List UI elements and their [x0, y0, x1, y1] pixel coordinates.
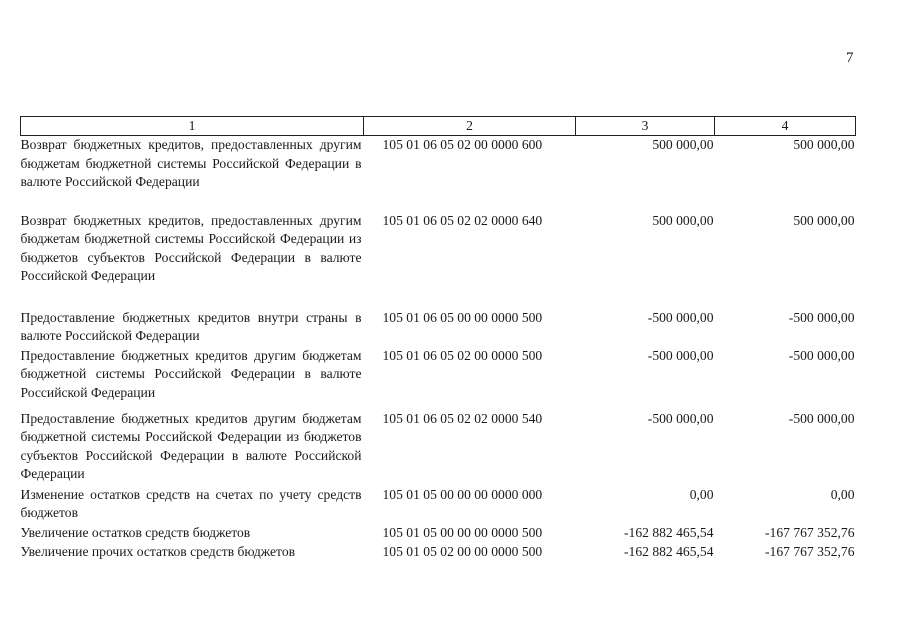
row-value-col3: -500 000,00: [647, 309, 714, 325]
row-code: 105 01 05 00 00 00 0000 500: [382, 524, 543, 540]
row-value-col3: 0,00: [689, 486, 714, 502]
row-code: 105 01 06 05 02 00 0000 600: [382, 137, 543, 152]
row-value-col3: -500 000,00: [647, 410, 714, 426]
table-row: [21, 486, 856, 524]
table-row: [21, 347, 856, 410]
row-name: Предоставление бюджетных кредитов другим бюджетам бюджетной системы Российской Федерации в валюте Российской Федерации: [20, 347, 362, 400]
row-value-col4: -500 000,00: [788, 410, 855, 426]
row-value-col4: 500 000,00: [793, 212, 855, 228]
page-number: 7: [846, 50, 854, 66]
table-header-row: [21, 117, 856, 136]
row-value-col3: -162 882 465,54: [624, 524, 714, 540]
row-value-col4: -500 000,00: [788, 309, 855, 325]
column-header-2: 2: [364, 117, 576, 136]
row-name: Предоставление бюджетных кредитов другим бюджетам бюджетной системы Российской Федерации из бюджетов субъектов Российской Федерации в валюте Российской Федерации: [20, 410, 362, 482]
row-name: Предоставление бюджетных кредитов внутри страны в валюте Российской Федерации: [20, 309, 362, 344]
row-name: Увеличение остатков средств бюджетов: [20, 524, 251, 540]
row-code: 105 01 06 05 02 02 0000 540: [382, 410, 543, 426]
row-value-col3: -500 000,00: [647, 347, 714, 363]
row-value-col4: -500 000,00: [788, 347, 855, 363]
table-row: [21, 136, 856, 212]
row-value-col3: -162 882 465,54: [624, 543, 714, 559]
row-code: 105 01 05 00 00 00 0000 000: [382, 486, 543, 502]
row-value-col3: 500 000,00: [652, 212, 714, 228]
row-value-col4: 0,00: [830, 486, 855, 502]
table-row: [21, 543, 856, 562]
row-code: 105 01 05 02 00 00 0000 500: [382, 543, 543, 559]
row-code: 105 01 06 05 02 00 0000 500: [382, 347, 543, 363]
row-value-col4: 500 000,00: [793, 137, 855, 152]
budget-table: [20, 116, 856, 562]
row-name: Возврат бюджетных кредитов, предоставленных другим бюджетам бюджетной системы Российской Федерации в валюте Российской Федерации: [20, 137, 362, 190]
table-row: [21, 309, 856, 347]
row-name: Возврат бюджетных кредитов, предоставленных другим бюджетам бюджетной системы Российской Федерации из бюджетов субъектов Российской Федерации в валюте Российской Федерации: [20, 212, 362, 284]
column-header-4: 4: [715, 117, 856, 136]
column-header-1: 1: [21, 117, 364, 136]
table-row: [21, 212, 856, 309]
row-value-col4: -167 767 352,76: [765, 524, 855, 540]
table-row: [21, 524, 856, 543]
row-name: Изменение остатков средств на счетах по учету средств бюджетов: [20, 486, 362, 521]
table-row: [21, 410, 856, 486]
row-value-col3: 500 000,00: [652, 137, 714, 152]
column-header-3: 3: [576, 117, 715, 136]
row-value-col4: -167 767 352,76: [765, 543, 855, 559]
row-code: 105 01 06 05 00 00 0000 500: [382, 309, 543, 325]
row-name: Увеличение прочих остатков средств бюджетов: [20, 543, 296, 559]
row-code: 105 01 06 05 02 02 0000 640: [382, 212, 543, 228]
